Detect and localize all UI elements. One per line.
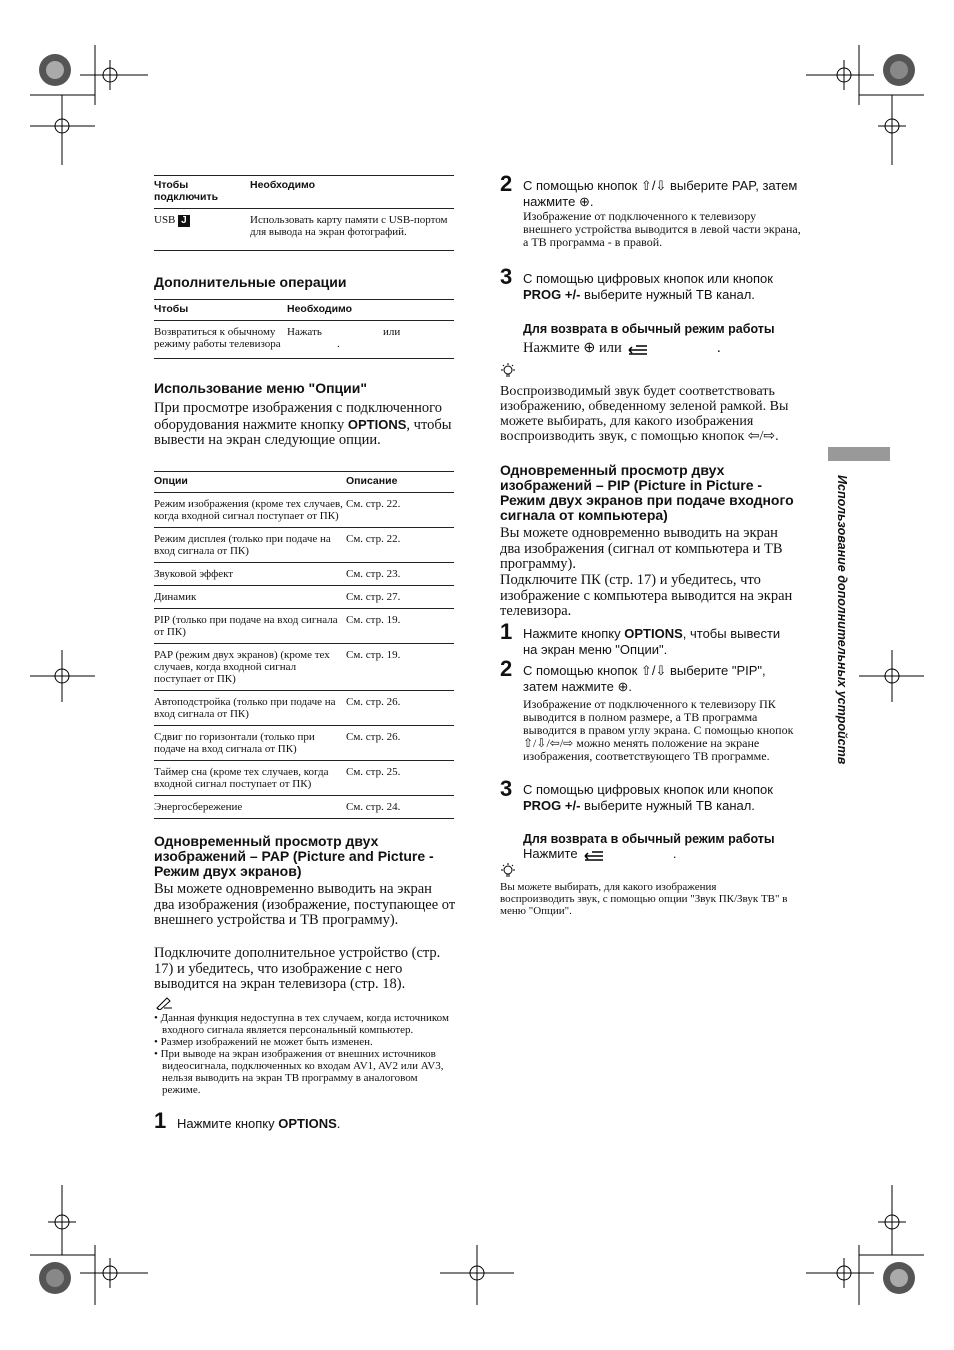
tip-lightbulb-icon — [500, 363, 516, 379]
extra-ops-period: . — [337, 338, 340, 350]
pap-title: Одновременный просмотр двух изображений – PAP (Picture and Picture - Режим двух экранов) — [154, 833, 434, 879]
return-icon — [627, 343, 649, 355]
usb-description: Использовать карту памяти с USB-портом для вывода на экран фотографий. — [250, 209, 454, 251]
pip-paragraph-2: Подключите ПК (стр. 17) и убедитесь, что изображение с компьютера выводится на экран телевизора. — [500, 572, 793, 619]
option-description: См. стр. 23. — [346, 563, 454, 586]
extra-ops-title: Дополнительные операции — [154, 274, 347, 290]
return-icon — [583, 849, 605, 861]
option-description: См. стр. 26. — [346, 691, 454, 726]
bottom-right-registration — [806, 1185, 924, 1305]
pip-step-3-text: С помощью цифровых кнопок или кнопок PROG +/- выберите нужный ТВ канал. — [523, 782, 773, 813]
pap-paragraph-1: Вы можете одновременно выводить на экран два изображения (изображение, поступающее от внешнего устройства и ТВ программу). — [154, 881, 456, 928]
connect-table — [154, 175, 454, 251]
option-description: См. стр. 24. — [346, 796, 454, 819]
section-sidebar-label: Использование дополнительных устройств — [835, 475, 849, 765]
table-row — [154, 586, 454, 609]
option-name: Динамик — [154, 586, 346, 609]
extra-ops-action: Возвратиться к обычному режиму работы телевизора — [154, 321, 287, 359]
option-name: Энергосбережение — [154, 796, 346, 819]
pap-return-instruction: Нажмите ⊕ или . — [523, 340, 721, 356]
pap-step-3-text: С помощью цифровых кнопок или кнопок PROG +/- выберите нужный ТВ канал. — [523, 271, 773, 302]
option-description: См. стр. 25. — [346, 761, 454, 796]
table-row — [154, 796, 454, 819]
pip-paragraph-1: Вы можете одновременно выводить на экран два изображения (сигнал от компьютера и ТВ программу). — [500, 525, 783, 572]
pip-title: Одновременный просмотр двух изображений – PIP (Picture in Picture - Режим двух экранов при подаче входного сигнала от компьютера) — [500, 462, 794, 523]
table-row — [154, 563, 454, 586]
pap-notes — [154, 1012, 456, 1096]
option-name: Таймер сна (кроме тех случаев, когда входной сигнал поступает от ПК) — [154, 761, 346, 796]
table-row — [154, 691, 454, 726]
option-description: См. стр. 22. — [346, 493, 454, 528]
connect-table-header-2: Необходимо — [250, 176, 454, 209]
options-table-header-2: Описание — [346, 472, 454, 493]
section-sidebar — [835, 475, 849, 805]
pip-step-2-text: С помощью кнопок ⇧/⇩ выберите "PIP", затем нажмите ⊕. — [523, 663, 766, 694]
extra-ops-press: Нажать — [287, 326, 322, 338]
usb-label: USB — [154, 214, 176, 226]
option-name: Сдвиг по горизонтали (только при подаче на вход сигнала от ПК) — [154, 726, 346, 761]
extra-ops-table — [154, 299, 454, 359]
pap-tip: Воспроизводимый звук будет соответствовать изображению, обведенному зеленой рамкой. Вы можете выбирать, для какого изображения воспроизводить звук, с помощью кнопок ⇦/⇨. — [500, 384, 789, 444]
bottom-left-registration — [30, 1185, 148, 1305]
tip-lightbulb-icon — [500, 863, 516, 879]
option-name: PIP (только при подаче на вход сигнала от ПК) — [154, 609, 346, 644]
pap-step-2-description: Изображение от подключенного к телевизору внешнего устройства выводится в левой части экрана, а ТВ программа - в правой. — [523, 209, 801, 249]
list-item: • Данная функция недоступна в тех случаем, когда источником входного сигнала является персональный компьютер. — [154, 1012, 449, 1036]
pap-step-2-number: 2 — [500, 171, 513, 196]
pip-return-instruction: Нажмите . — [523, 846, 677, 861]
option-name: Режим изображения (кроме тех случаев, когда входной сигнал поступает от ПК) — [154, 493, 346, 528]
extra-ops-header-1: Чтобы — [154, 300, 287, 321]
table-row — [154, 528, 454, 563]
connect-table-header-1: Чтобы подключить — [154, 176, 250, 209]
pap-step-1-number: 1 — [154, 1108, 167, 1133]
table-row — [154, 209, 454, 251]
pip-step-1-number: 1 — [500, 619, 513, 644]
option-name: Звуковой эффект — [154, 563, 346, 586]
note-pencil-icon — [155, 996, 173, 1010]
table-row — [154, 644, 454, 691]
option-description: См. стр. 19. — [346, 644, 454, 691]
pap-step-2-text: С помощью кнопок ⇧/⇩ выберите PAP, затем нажмите ⊕. — [523, 178, 798, 209]
table-row — [154, 609, 454, 644]
options-menu-paragraph: При просмотре изображения с подключенного оборудования нажмите кнопку OPTIONS, чтобы вывести на экран следующие опции. — [154, 400, 452, 448]
top-left-registration — [30, 45, 148, 165]
table-row — [154, 321, 454, 359]
pap-return-title: Для возврата в обычный режим работы — [523, 322, 775, 336]
option-description: См. стр. 22. — [346, 528, 454, 563]
pip-step-2-number: 2 — [500, 656, 513, 681]
table-row — [154, 493, 454, 528]
top-right-registration — [806, 45, 924, 165]
pip-return-title: Для возврата в обычный режим работы — [523, 832, 775, 846]
list-item: • Размер изображений не может быть изменен. — [154, 1036, 373, 1048]
option-name: Режим дисплея (только при подаче на вход сигнала от ПК) — [154, 528, 346, 563]
mid-left-registration — [30, 650, 95, 702]
pip-step-1-text: Нажмите кнопку OPTIONS, чтобы вывести на экран меню "Опции". — [523, 626, 781, 657]
pip-tip: Вы можете выбирать, для какого изображения воспроизводить звук, с помощью опции "Звук ПК/Звук ТВ" в меню "Опции". — [500, 881, 788, 917]
options-table — [154, 471, 454, 819]
option-description: См. стр. 27. — [346, 586, 454, 609]
pip-step-2-description: Изображение от подключенного к телевизору ПК выводится в полном размере, а ТВ программа выводится в правом углу экрана. С помощью кнопок ⇧/⇩/⇦/⇨ можно менять положение на экране изображения, соответствующего ТВ программе. — [523, 697, 794, 763]
section-tab-marker — [828, 447, 890, 461]
mid-right-registration — [859, 650, 924, 702]
option-description: См. стр. 26. — [346, 726, 454, 761]
extra-ops-header-2: Необходимо — [287, 300, 454, 321]
bottom-center-registration — [440, 1245, 514, 1305]
option-name: PAP (режим двух экранов) (кроме тех случаев, когда входной сигнал поступает от ПК) — [154, 644, 346, 691]
pip-step-3-number: 3 — [500, 776, 513, 801]
option-name: Автоподстройка (только при подаче на вход сигнала от ПК) — [154, 691, 346, 726]
extra-ops-or: или — [383, 326, 401, 338]
table-row — [154, 726, 454, 761]
options-key: OPTIONS — [347, 416, 407, 432]
option-description: См. стр. 19. — [346, 609, 454, 644]
options-menu-title: Использование меню "Опции" — [154, 380, 368, 396]
pap-paragraph-2: Подключите дополнительное устройство (стр. 17) и убедитесь, что изображение с него выводится на экран телевизора (стр. 18). — [154, 945, 441, 992]
usb-badge: J — [178, 215, 190, 227]
list-item: • При выводе на экран изображения от внешних источников видеосигнала, подключенных ко входам AV1, AV2 или AV3, нельзя выводить на экран ТВ программу в аналоговом режиме. — [154, 1048, 444, 1096]
pap-step-1-text: Нажмите кнопку OPTIONS. — [177, 1116, 341, 1131]
table-row — [154, 761, 454, 796]
pap-step-3-number: 3 — [500, 264, 513, 289]
options-table-header-1: Опции — [154, 472, 346, 493]
